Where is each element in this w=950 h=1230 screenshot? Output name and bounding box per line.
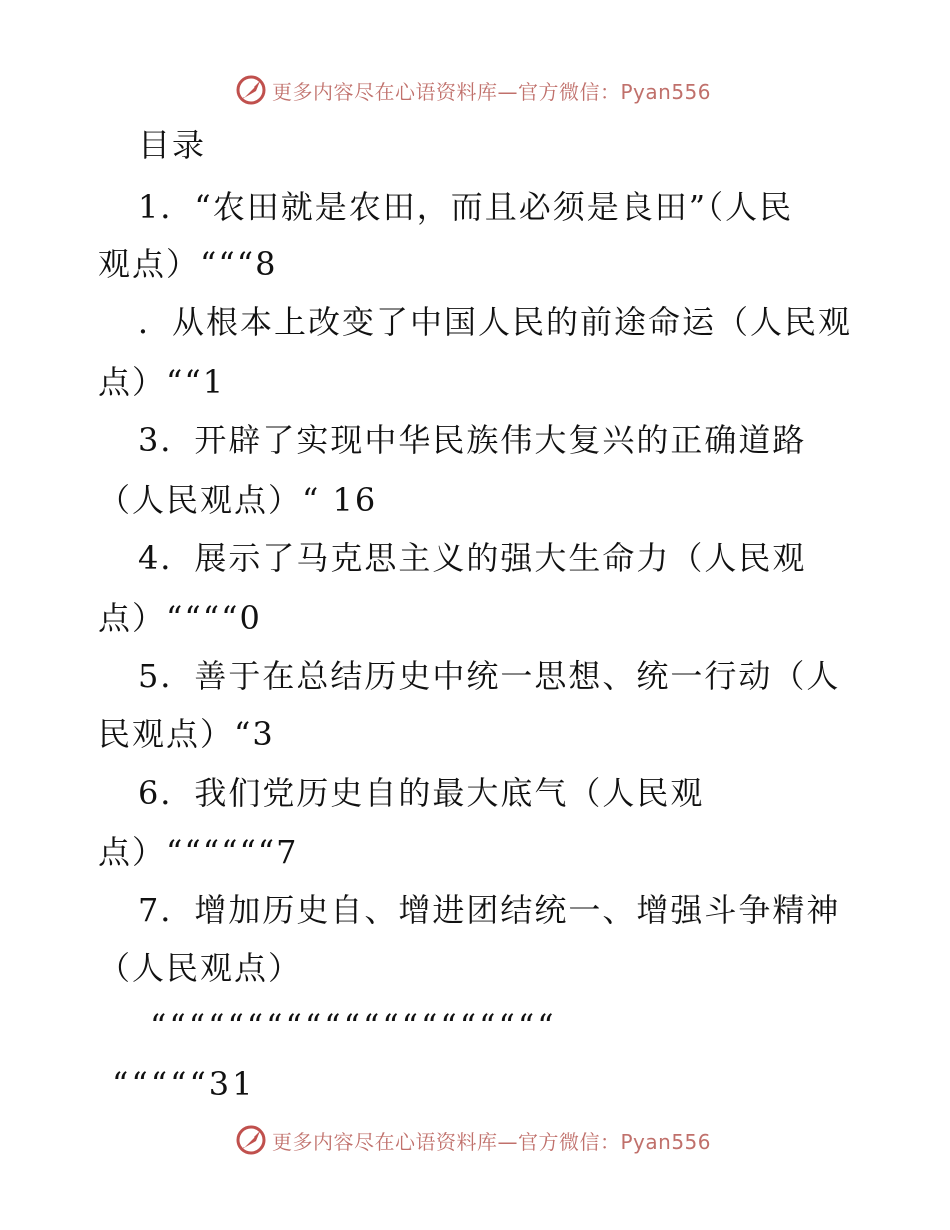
toc-line: 民观点）“3 — [98, 715, 275, 753]
toc-line: （人民观点） — [98, 949, 303, 987]
watermark-text: 更多内容尽在心语资料库—官方微信：Pyan556 — [272, 1129, 712, 1154]
toc-line: 4．展示了马克思主义的强大生命力（人民观 — [138, 539, 807, 577]
feather-logo-icon — [234, 73, 268, 107]
toc-line: 点）““““““7 — [98, 833, 299, 871]
toc-line: （人民观点）“ 16 — [98, 481, 378, 519]
toc-line: “““““31 — [112, 1065, 256, 1103]
toc-line: 观点）“““8 — [98, 245, 278, 283]
feather-logo-icon — [234, 1123, 268, 1157]
footer-watermark — [0, 1120, 950, 1160]
toc-line: 5．善于在总结历史中统一思想、统一行动（人 — [138, 657, 841, 695]
watermark-text: 更多内容尽在心语资料库—官方微信：Pyan556 — [272, 79, 712, 104]
toc-line: 3．开辟了实现中华民族伟大复兴的正确道路 — [138, 421, 807, 459]
header-watermark — [0, 70, 950, 110]
toc-line: ．从根本上改变了中国人民的前途命运（人民观 — [138, 303, 853, 341]
toc-line: 点）““““0 — [98, 599, 262, 637]
toc-line: 1．“农田就是农田，而且必须是良田”（人民 — [138, 188, 794, 226]
toc-line: 7．增加历史自、增进团结统一、增强斗争精神 — [138, 891, 841, 929]
toc-line: 点）““1 — [98, 363, 226, 401]
toc-line: “““““““““““““““““““““ — [150, 1007, 557, 1045]
toc-line: 6．我们党历史自的最大底气（人民观 — [138, 774, 705, 812]
toc-title: 目录 — [138, 126, 207, 164]
